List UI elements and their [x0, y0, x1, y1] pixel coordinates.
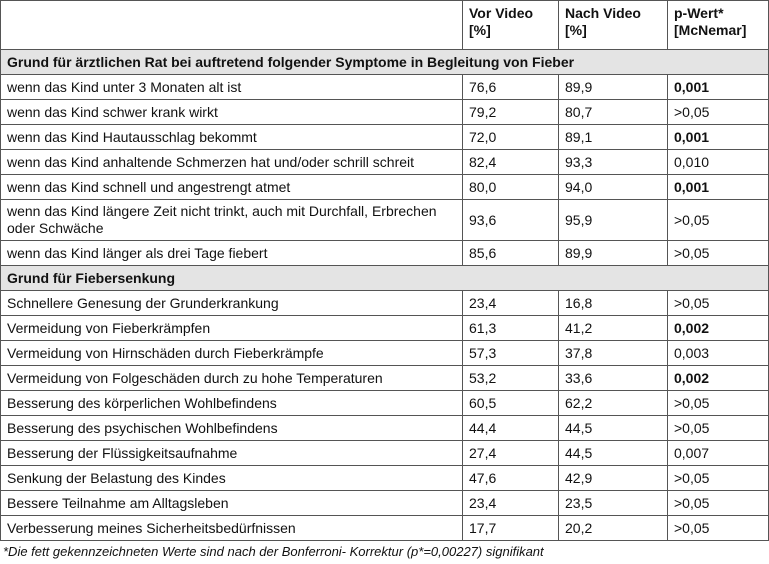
nach-video-cell: 20,2: [559, 516, 668, 541]
header-vor-video-line2: [%]: [469, 22, 491, 38]
p-wert-cell: 0,001: [668, 125, 769, 150]
header-vor-video-line1: Vor Video: [469, 5, 534, 21]
vor-video-cell: 53,2: [463, 366, 559, 391]
vor-video-cell: 23,4: [463, 291, 559, 316]
vor-video-cell: 80,0: [463, 175, 559, 200]
p-wert-cell: 0,002: [668, 316, 769, 341]
table-row: [1, 241, 769, 266]
vor-video-cell: 47,6: [463, 466, 559, 491]
vor-video-cell: 72,0: [463, 125, 559, 150]
vor-video-cell: 27,4: [463, 441, 559, 466]
row-label-cell: wenn das Kind schwer krank wirkt: [1, 100, 463, 125]
row-label-cell: Vermeidung von Hirnschäden durch Fieberkrämpfe: [1, 341, 463, 366]
vor-video-cell: 57,3: [463, 341, 559, 366]
p-wert-cell: >0,05: [668, 241, 769, 266]
table-header: [1, 1, 769, 50]
row-label-cell: Vermeidung von Folgeschäden durch zu hohe Temperaturen: [1, 366, 463, 391]
p-wert-cell: 0,007: [668, 441, 769, 466]
vor-video-cell: 79,2: [463, 100, 559, 125]
header-p-wert: [668, 1, 769, 50]
table-row: [1, 200, 769, 241]
row-label-cell: wenn das Kind schnell und angestrengt atmet: [1, 175, 463, 200]
nach-video-cell: 89,1: [559, 125, 668, 150]
row-label-cell: Verbesserung meines Sicherheitsbedürfnissen: [1, 516, 463, 541]
vor-video-cell: 85,6: [463, 241, 559, 266]
table-row: [1, 75, 769, 100]
p-wert-cell: 0,003: [668, 341, 769, 366]
table-row: [1, 100, 769, 125]
header-vor-video: [463, 1, 559, 50]
row-label-cell: Besserung des körperlichen Wohlbefindens: [1, 391, 463, 416]
table-row: [1, 416, 769, 441]
nach-video-cell: 41,2: [559, 316, 668, 341]
p-wert-cell: >0,05: [668, 200, 769, 241]
row-label-cell: Besserung des psychischen Wohlbefindens: [1, 416, 463, 441]
vor-video-cell: 23,4: [463, 491, 559, 516]
row-label-cell: Bessere Teilnahme am Alltagsleben: [1, 491, 463, 516]
nach-video-cell: 23,5: [559, 491, 668, 516]
p-wert-cell: >0,05: [668, 291, 769, 316]
row-label-cell: Vermeidung von Fieberkrämpfen: [1, 316, 463, 341]
p-wert-cell: >0,05: [668, 466, 769, 491]
header-nach-video: [559, 1, 668, 50]
p-wert-cell: 0,010: [668, 150, 769, 175]
table-row: [1, 291, 769, 316]
vor-video-cell: 76,6: [463, 75, 559, 100]
table-row: [1, 316, 769, 341]
nach-video-cell: 93,3: [559, 150, 668, 175]
nach-video-cell: 44,5: [559, 416, 668, 441]
table-row: [1, 150, 769, 175]
section-header-row: [1, 50, 769, 75]
row-label-cell: wenn das Kind anhaltende Schmerzen hat und/oder schrill schreit: [1, 150, 463, 175]
table-row: [1, 516, 769, 541]
row-label-cell: wenn das Kind längere Zeit nicht trinkt, auch mit Durchfall, Erbrechen oder Schwäche: [1, 200, 463, 241]
p-wert-cell: 0,002: [668, 366, 769, 391]
header-p-wert-line2: [McNemar]: [674, 22, 747, 38]
table-row: [1, 175, 769, 200]
row-label-cell: Senkung der Belastung des Kindes: [1, 466, 463, 491]
vor-video-cell: 93,6: [463, 200, 559, 241]
row-label-cell: wenn das Kind Hautausschlag bekommt: [1, 125, 463, 150]
nach-video-cell: 95,9: [559, 200, 668, 241]
row-label-cell: Besserung der Flüssigkeitsaufnahme: [1, 441, 463, 466]
table-row: [1, 341, 769, 366]
section-title: Grund für Fiebersenkung: [1, 266, 769, 291]
p-wert-cell: >0,05: [668, 100, 769, 125]
table-body: [1, 50, 769, 541]
p-wert-cell: 0,001: [668, 75, 769, 100]
section-header-row: [1, 266, 769, 291]
vor-video-cell: 17,7: [463, 516, 559, 541]
header-p-wert-line1: p-Wert*: [674, 5, 724, 21]
header-nach-video-line1: Nach Video: [565, 5, 641, 21]
table-row: [1, 125, 769, 150]
vor-video-cell: 82,4: [463, 150, 559, 175]
p-wert-cell: >0,05: [668, 491, 769, 516]
header-empty-cell: [1, 1, 463, 50]
table-footnote: *Die fett gekennzeichneten Werte sind nach der Bonferroni- Korrektur (p*=0,00227) signifikant: [3, 544, 544, 559]
nach-video-cell: 37,8: [559, 341, 668, 366]
nach-video-cell: 33,6: [559, 366, 668, 391]
nach-video-cell: 42,9: [559, 466, 668, 491]
table-row: [1, 441, 769, 466]
nach-video-cell: 94,0: [559, 175, 668, 200]
p-wert-cell: >0,05: [668, 391, 769, 416]
row-label-cell: wenn das Kind länger als drei Tage fiebert: [1, 241, 463, 266]
header-nach-video-line2: [%]: [565, 22, 587, 38]
nach-video-cell: 16,8: [559, 291, 668, 316]
table-row: [1, 491, 769, 516]
table-row: [1, 366, 769, 391]
nach-video-cell: 62,2: [559, 391, 668, 416]
table-row: [1, 391, 769, 416]
vor-video-cell: 44,4: [463, 416, 559, 441]
nach-video-cell: 89,9: [559, 75, 668, 100]
p-wert-cell: 0,001: [668, 175, 769, 200]
vor-video-cell: 61,3: [463, 316, 559, 341]
table-row: [1, 466, 769, 491]
vor-video-cell: 60,5: [463, 391, 559, 416]
section-title: Grund für ärztlichen Rat bei auftretend folgender Symptome in Begleitung von Fieber: [1, 50, 769, 75]
nach-video-cell: 89,9: [559, 241, 668, 266]
nach-video-cell: 44,5: [559, 441, 668, 466]
row-label-cell: Schnellere Genesung der Grunderkrankung: [1, 291, 463, 316]
row-label-cell: wenn das Kind unter 3 Monaten alt ist: [1, 75, 463, 100]
p-wert-cell: >0,05: [668, 416, 769, 441]
p-wert-cell: >0,05: [668, 516, 769, 541]
nach-video-cell: 80,7: [559, 100, 668, 125]
